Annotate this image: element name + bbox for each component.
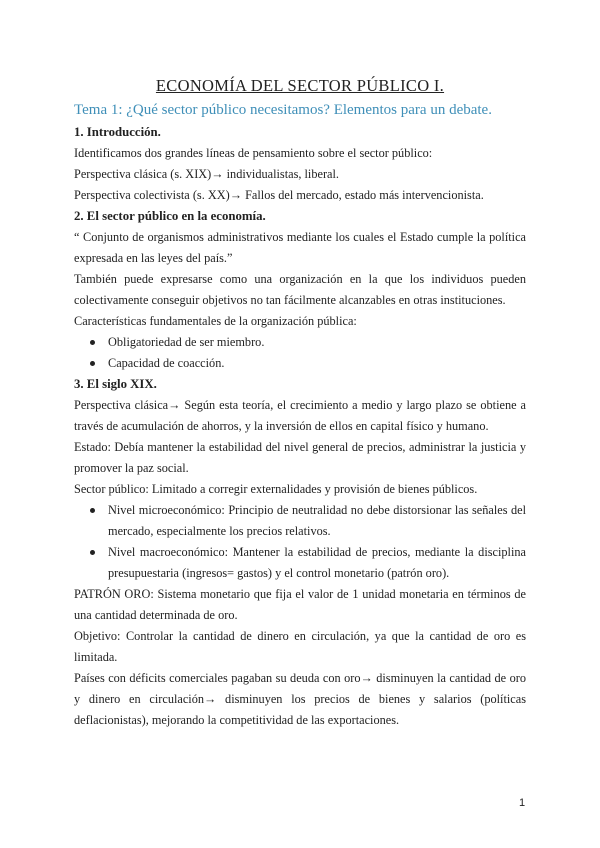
list-item: Capacidad de coacción. — [108, 353, 526, 374]
tema-heading: Tema 1: ¿Qué sector público necesitamos? Elementos para un debate. — [74, 102, 492, 118]
document-title: ECONOMÍA DEL SECTOR PÚBLICO I. — [155, 76, 445, 95]
bullet-icon — [90, 361, 95, 366]
list-item: Nivel microeconómico: Principio de neutralidad no debe distorsionar las señales del mercado, especialmente los precios relativos. — [108, 500, 526, 542]
list-item: Obligatoriedad de ser miembro. — [108, 332, 526, 353]
definition-quote: “ Conjunto de organismos administrativos mediante los cuales el Estado cumple la política expresada en las leyes del país.” — [74, 230, 526, 265]
section-2-heading: 2. El sector público en la economía. — [74, 209, 266, 223]
paragraph: Perspectiva clásica→ Según esta teoría, el crecimiento a medio y largo plazo se obtiene a través de acumulación de ahorros, y la inversión de ellos en capital físico y humano. — [74, 398, 526, 433]
paragraph: PATRÓN ORO: Sistema monetario que fija el valor de 1 unidad monetaria en términos de una cantidad determinada de oro. — [74, 587, 526, 622]
paragraph: Perspectiva colectivista (s. XX)→ Fallos del mercado, estado más intervencionista. — [74, 188, 484, 202]
list-item: Nivel macroeconómico: Mantener la estabilidad de precios, mediante la disciplina presupuestaria (ingresos= gastos) y el control monetario (patrón oro). — [108, 542, 526, 584]
paragraph: También puede expresarse como una organización en la que los individuos pueden colectivamente conseguir objetivos no tan fácilmente alcanzables en otras instituciones. — [74, 272, 526, 307]
paragraph: Características fundamentales de la organización pública: — [74, 314, 357, 328]
bullet-icon — [90, 550, 95, 555]
bullet-icon — [90, 340, 95, 345]
paragraph: Sector público: Limitado a corregir externalidades y provisión de bienes públicos. — [74, 482, 478, 496]
paragraph: Países con déficits comerciales pagaban su deuda con oro→ disminuyen la cantidad de oro y dinero en circulación→ disminuyen los precios de bienes y salarios (políticas deflacionistas), mejorando la competitividad de las exportaciones. — [74, 671, 526, 727]
page-number: 1 — [519, 797, 526, 809]
paragraph: Perspectiva clásica (s. XIX)→ individualistas, liberal. — [74, 167, 339, 181]
section-3-heading: 3. El siglo XIX. — [74, 377, 157, 391]
bullet-icon — [90, 508, 95, 513]
paragraph: Objetivo: Controlar la cantidad de dinero en circulación, ya que la cantidad de oro es limitada. — [74, 629, 526, 664]
paragraph: Identificamos dos grandes líneas de pensamiento sobre el sector público: — [74, 146, 433, 160]
paragraph: Estado: Debía mantener la estabilidad del nivel general de precios, administrar la justicia y promover la paz social. — [74, 440, 526, 475]
section-1-heading: 1. Introducción. — [74, 125, 161, 139]
